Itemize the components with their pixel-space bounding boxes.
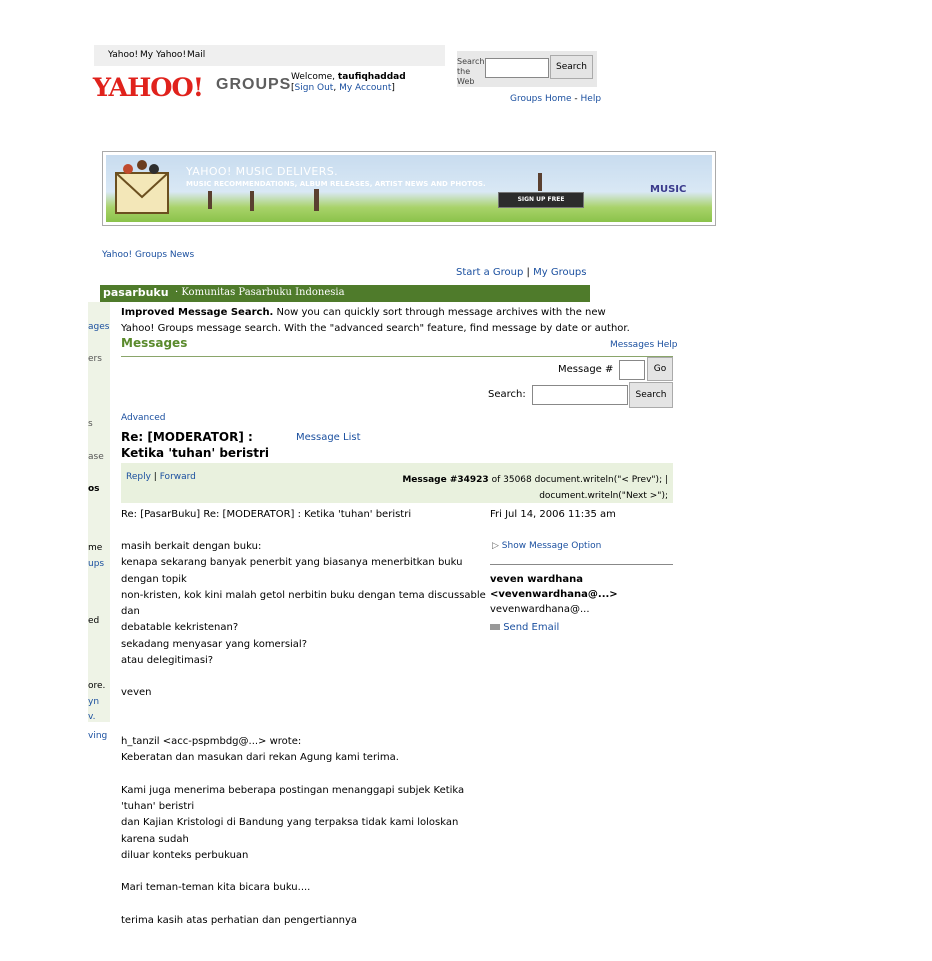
sidebar-fragment[interactable]: ages	[88, 322, 110, 332]
top-nav-bar	[94, 45, 445, 66]
message-date: Fri Jul 14, 2006 11:35 am	[490, 509, 616, 520]
sidebar-fragment[interactable]: ups	[88, 559, 105, 569]
triangle-right-icon: ▷	[492, 541, 499, 551]
message-search-input[interactable]	[532, 385, 628, 405]
sidebar-fragment: me	[88, 543, 103, 553]
reply-links: Reply | Forward	[126, 472, 196, 482]
next-message-link[interactable]: document.writeln("Next >");	[539, 491, 668, 501]
forward-link[interactable]: Forward	[159, 472, 196, 482]
help-link[interactable]: Help	[580, 94, 602, 104]
groups-home-sep: -	[574, 94, 578, 104]
messages-title: Messages	[121, 336, 188, 350]
message-subject: Re: [PasarBuku] Re: [MODERATOR] : Ketika 'tuhan' beristri	[121, 509, 412, 520]
message-search-label: Search:	[488, 389, 526, 400]
message-position	[330, 472, 668, 504]
groups-logo-text: GROUPS	[216, 76, 292, 93]
message-search-button[interactable]: Search	[629, 382, 673, 408]
sidebar-fragment: ed	[88, 616, 100, 626]
web-search-label: Search the Web	[457, 57, 485, 86]
message-number-label: Message #	[558, 364, 614, 375]
web-search-input[interactable]	[485, 58, 549, 78]
yahoo-logo[interactable]: YAHOO!	[92, 73, 203, 102]
sidebar-fragment[interactable]: yn	[88, 697, 100, 707]
group-header-bar	[100, 285, 590, 302]
web-search-button[interactable]: Search	[550, 55, 593, 79]
banner-subtitle: MUSIC RECOMMENDATIONS, ALBUM RELEASES, ARTIST NEWS AND PHOTOS.	[186, 180, 486, 188]
my-account-link[interactable]: My Account	[339, 83, 392, 93]
show-message-option-link[interactable]: Show Message Option	[501, 541, 602, 551]
banner-music-brand: MUSIC	[650, 184, 687, 195]
send-email-link[interactable]: Send Email	[503, 622, 560, 633]
show-message-option[interactable]	[492, 541, 601, 551]
author-name: veven wardhana	[490, 574, 584, 585]
group-tagline: · Komunitas Pasarbuku Indonesia	[175, 287, 345, 298]
sidebar-fragment: ore.	[88, 681, 106, 691]
left-sidebar	[88, 302, 110, 722]
message-title: Re: [MODERATOR] : Ketika 'tuhan' beristri	[121, 430, 269, 460]
search-notice	[121, 305, 641, 337]
groups-home-links	[510, 94, 601, 104]
envelope-mail-icon	[490, 624, 500, 630]
messages-divider	[121, 356, 673, 357]
group-name[interactable]: pasarbuku	[103, 286, 169, 299]
sidebar-fragment: os	[88, 484, 100, 494]
prev-message-link[interactable]: document.writeln("< Prev"); |	[534, 475, 668, 485]
nav-yahoo-link[interactable]: Yahoo!	[108, 50, 139, 60]
sidebar-fragment[interactable]: v.	[88, 712, 96, 722]
go-button[interactable]: Go	[647, 357, 673, 381]
nav-my-yahoo-link[interactable]: My Yahoo!	[140, 50, 187, 60]
sidebar-fragment[interactable]: s	[88, 419, 93, 429]
welcome-block: Welcome, taufiqhaddad [Sign Out, My Account]	[291, 72, 406, 93]
group-links-sep: |	[526, 267, 530, 278]
banner-title: YAHOO! MUSIC DELIVERS.	[186, 165, 339, 178]
welcome-prefix: Welcome,	[291, 72, 336, 82]
advanced-search-link[interactable]: Advanced	[121, 413, 166, 423]
author-divider	[490, 564, 673, 565]
username: taufiqhaddad	[337, 72, 406, 82]
group-links	[456, 267, 587, 278]
message-body: masih berkait dengan buku: kenapa sekarang banyak penerbit yang biasanya menerbitkan buku dengan topik non-kristen, kok kini malah getol nerbitin buku dengan tema discussable dan debatable kekristenan? sekadang menyasar yang komersial? atau delegitimasi? veven h_tanzil <acc-pspmbdg@...> wrote: Keberatan dan masukan dari rekan Agung kami terima. Kami juga menerima beberapa postingan menanggapi subjek Ketika 'tuhan' beristri dan Kajian Kristologi di Bandung yang terpaksa tidak kami loloskan karena sudah diluar konteks perbukuan Mari teman-teman kita bicara buku.... terima kasih atas perhatian dan pengertiannya	[121, 541, 486, 926]
notice-heading: Improved Message Search.	[121, 307, 274, 318]
message-of-total: of 35068	[491, 475, 532, 485]
start-group-link[interactable]: Start a Group	[456, 267, 524, 278]
groups-news-link[interactable]: Yahoo! Groups News	[102, 250, 195, 260]
message-number-input[interactable]	[619, 360, 645, 380]
groups-home-link[interactable]: Groups Home	[510, 94, 572, 104]
my-groups-link[interactable]: My Groups	[533, 267, 587, 278]
sidebar-fragment[interactable]: ase	[88, 452, 104, 462]
banner-signup-button[interactable]: SIGN UP FREE	[498, 192, 584, 208]
message-number: Message #34923	[402, 475, 489, 485]
send-email[interactable]	[490, 622, 559, 633]
messages-help-link[interactable]: Messages Help	[610, 340, 678, 350]
notice-text: Now you can quickly sort through message archives with the new Yahoo! Groups message search. With the "advanced search" feature, find message by date or author.	[121, 307, 630, 334]
nav-mail-link[interactable]: Mail	[187, 50, 206, 60]
sidebar-fragment[interactable]: ving	[88, 731, 108, 741]
author-yahoo-id: vevenwardhana@...	[490, 604, 590, 615]
reply-link[interactable]: Reply	[126, 472, 151, 482]
sign-out-link[interactable]: Sign Out	[294, 83, 334, 93]
message-list-link[interactable]: Message List	[296, 432, 361, 443]
author-email: <vevenwardhana@...>	[490, 589, 618, 600]
sidebar-fragment[interactable]: ers	[88, 354, 102, 364]
